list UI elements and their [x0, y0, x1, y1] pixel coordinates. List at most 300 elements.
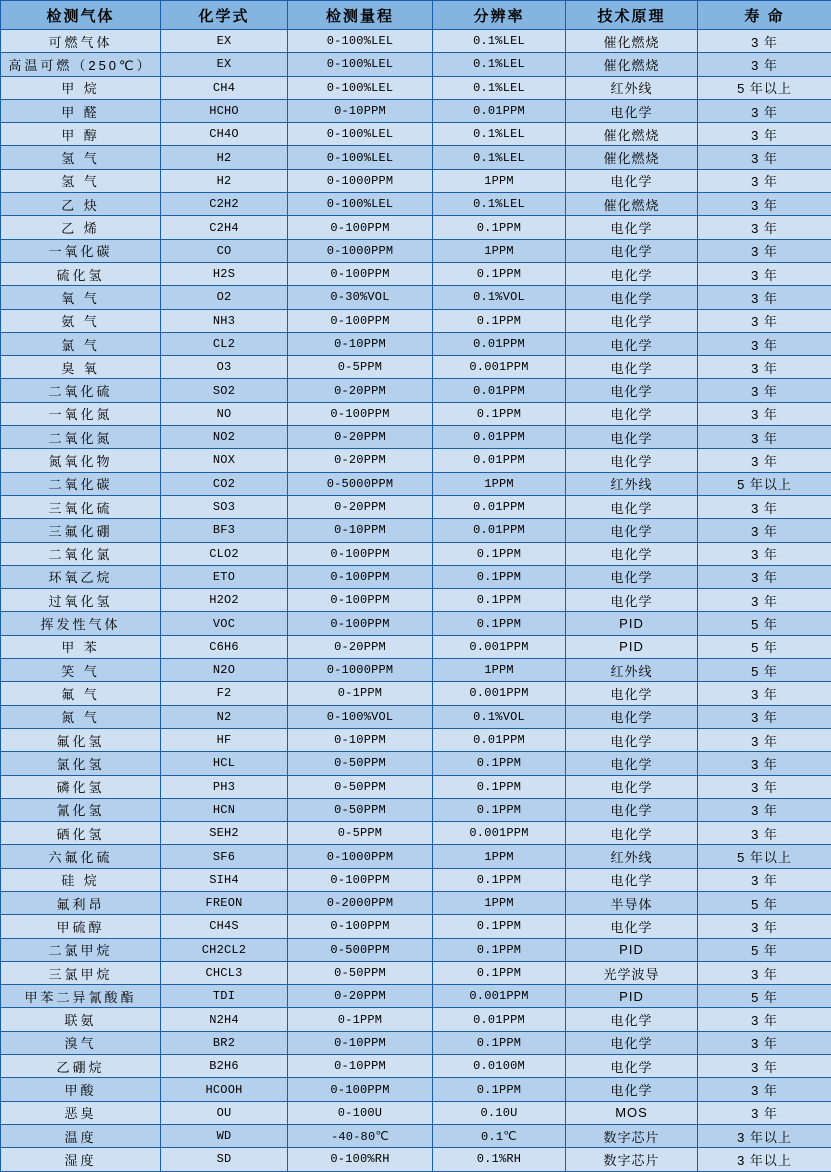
cell-technology: 数字芯片: [566, 1148, 698, 1171]
table-row: [1, 53, 831, 76]
cell-gas-name: 甲 醇: [1, 123, 161, 146]
cell-resolution: 0.1%LEL: [433, 30, 566, 53]
cell-technology: PID: [566, 938, 698, 961]
cell-gas-name: 可燃气体: [1, 30, 161, 53]
cell-lifetime: 3 年: [698, 705, 831, 728]
cell-lifetime: 3 年: [698, 1055, 831, 1078]
cell-technology: 电化学: [566, 589, 698, 612]
cell-gas-name: 氯 气: [1, 332, 161, 355]
cell-chemical-formula: F2: [161, 682, 288, 705]
cell-technology: 电化学: [566, 449, 698, 472]
cell-chemical-formula: O3: [161, 356, 288, 379]
cell-detection-range: 0-5000PPM: [288, 472, 433, 495]
cell-chemical-formula: OU: [161, 1101, 288, 1124]
cell-gas-name: 硫化氢: [1, 262, 161, 285]
cell-chemical-formula: CL2: [161, 332, 288, 355]
cell-resolution: 0.001PPM: [433, 682, 566, 705]
table-row: [1, 123, 831, 146]
cell-resolution: 0.1PPM: [433, 1078, 566, 1101]
cell-chemical-formula: FREON: [161, 891, 288, 914]
cell-chemical-formula: SD: [161, 1148, 288, 1171]
cell-technology: 数字芯片: [566, 1124, 698, 1147]
cell-resolution: 0.1PPM: [433, 775, 566, 798]
cell-technology: 电化学: [566, 379, 698, 402]
table-row: [1, 193, 831, 216]
cell-gas-name: 氢 气: [1, 169, 161, 192]
cell-resolution: 0.1PPM: [433, 612, 566, 635]
cell-lifetime: 3 年: [698, 1031, 831, 1054]
cell-chemical-formula: H2O2: [161, 589, 288, 612]
cell-gas-name: 二氧化硫: [1, 379, 161, 402]
cell-chemical-formula: N2O: [161, 659, 288, 682]
column-header-lifetime: 寿 命: [698, 1, 831, 30]
cell-lifetime: 3 年: [698, 565, 831, 588]
table-row: [1, 1078, 831, 1101]
cell-detection-range: 0-1000PPM: [288, 239, 433, 262]
cell-detection-range: 0-100%LEL: [288, 30, 433, 53]
cell-technology: 催化燃烧: [566, 146, 698, 169]
table-row: [1, 309, 831, 332]
cell-lifetime: 3 年: [698, 542, 831, 565]
cell-detection-range: 0-5PPM: [288, 822, 433, 845]
cell-resolution: 0.1PPM: [433, 915, 566, 938]
cell-lifetime: 3 年: [698, 449, 831, 472]
cell-chemical-formula: CHCL3: [161, 961, 288, 984]
cell-gas-name: 笑 气: [1, 659, 161, 682]
cell-chemical-formula: SF6: [161, 845, 288, 868]
cell-lifetime: 3 年: [698, 961, 831, 984]
cell-technology: 电化学: [566, 1031, 698, 1054]
cell-chemical-formula: ETO: [161, 565, 288, 588]
table-row: [1, 286, 831, 309]
cell-chemical-formula: BR2: [161, 1031, 288, 1054]
table-row: [1, 262, 831, 285]
cell-gas-name: 恶臭: [1, 1101, 161, 1124]
cell-technology: 电化学: [566, 728, 698, 751]
cell-lifetime: 3 年: [698, 402, 831, 425]
cell-detection-range: 0-20PPM: [288, 635, 433, 658]
cell-lifetime: 3 年: [698, 1078, 831, 1101]
cell-technology: 催化燃烧: [566, 123, 698, 146]
cell-gas-name: 挥发性气体: [1, 612, 161, 635]
cell-resolution: 0.1℃: [433, 1124, 566, 1147]
cell-gas-name: 氯化氢: [1, 752, 161, 775]
table-row: [1, 169, 831, 192]
table-row: [1, 1055, 831, 1078]
table-row: [1, 891, 831, 914]
cell-technology: 电化学: [566, 495, 698, 518]
cell-detection-range: 0-100%LEL: [288, 76, 433, 99]
cell-resolution: 1PPM: [433, 472, 566, 495]
cell-gas-name: 乙 炔: [1, 193, 161, 216]
cell-gas-name: 氟 气: [1, 682, 161, 705]
cell-chemical-formula: N2H4: [161, 1008, 288, 1031]
cell-gas-name: 一氧化氮: [1, 402, 161, 425]
cell-lifetime: 3 年: [698, 239, 831, 262]
cell-chemical-formula: SEH2: [161, 822, 288, 845]
table-row: [1, 845, 831, 868]
cell-chemical-formula: H2S: [161, 262, 288, 285]
table-row: [1, 1008, 831, 1031]
cell-technology: 电化学: [566, 286, 698, 309]
cell-detection-range: 0-10PPM: [288, 728, 433, 751]
table-body: [1, 30, 831, 1172]
cell-resolution: 0.01PPM: [433, 426, 566, 449]
cell-detection-range: 0-100PPM: [288, 309, 433, 332]
cell-gas-name: 乙硼烷: [1, 1055, 161, 1078]
cell-gas-name: 硅 烷: [1, 868, 161, 891]
cell-technology: 电化学: [566, 426, 698, 449]
cell-chemical-formula: SO3: [161, 495, 288, 518]
cell-resolution: 0.1PPM: [433, 262, 566, 285]
cell-detection-range: 0-50PPM: [288, 752, 433, 775]
cell-detection-range: 0-100%LEL: [288, 193, 433, 216]
cell-resolution: 0.1%VOL: [433, 705, 566, 728]
column-header-chemical-formula: 化学式: [161, 1, 288, 30]
cell-technology: 电化学: [566, 332, 698, 355]
cell-gas-name: 氨 气: [1, 309, 161, 332]
table-row: [1, 519, 831, 542]
cell-chemical-formula: NOX: [161, 449, 288, 472]
column-header-detection-range: 检测量程: [288, 1, 433, 30]
cell-technology: 红外线: [566, 659, 698, 682]
cell-technology: 电化学: [566, 798, 698, 821]
cell-technology: 红外线: [566, 472, 698, 495]
table-row: [1, 472, 831, 495]
cell-technology: 电化学: [566, 262, 698, 285]
cell-resolution: 1PPM: [433, 845, 566, 868]
cell-resolution: 0.01PPM: [433, 449, 566, 472]
cell-gas-name: 氟利昂: [1, 891, 161, 914]
table-row: [1, 915, 831, 938]
cell-chemical-formula: H2: [161, 169, 288, 192]
cell-gas-name: 甲 苯: [1, 635, 161, 658]
cell-resolution: 0.1%VOL: [433, 286, 566, 309]
cell-lifetime: 3 年: [698, 1008, 831, 1031]
table-row: [1, 216, 831, 239]
cell-detection-range: 0-100%VOL: [288, 705, 433, 728]
cell-technology: 催化燃烧: [566, 30, 698, 53]
cell-detection-range: 0-100PPM: [288, 565, 433, 588]
cell-gas-name: 乙 烯: [1, 216, 161, 239]
cell-resolution: 1PPM: [433, 659, 566, 682]
table-row: [1, 985, 831, 1008]
cell-detection-range: 0-10PPM: [288, 332, 433, 355]
cell-resolution: 0.1PPM: [433, 565, 566, 588]
table-row: [1, 612, 831, 635]
cell-lifetime: 3 年: [698, 798, 831, 821]
table-row: [1, 146, 831, 169]
cell-gas-name: 氢 气: [1, 146, 161, 169]
cell-technology: 电化学: [566, 752, 698, 775]
cell-chemical-formula: SIH4: [161, 868, 288, 891]
table-row: [1, 542, 831, 565]
cell-technology: 电化学: [566, 1055, 698, 1078]
table-header-row: [1, 1, 831, 30]
cell-chemical-formula: N2: [161, 705, 288, 728]
cell-technology: MOS: [566, 1101, 698, 1124]
cell-technology: 电化学: [566, 402, 698, 425]
table-row: [1, 426, 831, 449]
table-row: [1, 705, 831, 728]
cell-chemical-formula: EX: [161, 53, 288, 76]
cell-gas-name: 一氧化碳: [1, 239, 161, 262]
cell-technology: 催化燃烧: [566, 193, 698, 216]
cell-chemical-formula: B2H6: [161, 1055, 288, 1078]
table-row: [1, 99, 831, 122]
cell-resolution: 0.001PPM: [433, 985, 566, 1008]
table-row: [1, 728, 831, 751]
cell-detection-range: 0-10PPM: [288, 1031, 433, 1054]
table-row: [1, 659, 831, 682]
cell-gas-name: 三氧化硫: [1, 495, 161, 518]
cell-chemical-formula: PH3: [161, 775, 288, 798]
cell-lifetime: 3 年: [698, 169, 831, 192]
table-row: [1, 1124, 831, 1147]
cell-gas-name: 二氧化氯: [1, 542, 161, 565]
cell-technology: 电化学: [566, 239, 698, 262]
cell-technology: 红外线: [566, 76, 698, 99]
cell-chemical-formula: TDI: [161, 985, 288, 1008]
cell-resolution: 0.01PPM: [433, 519, 566, 542]
cell-resolution: 0.0100M: [433, 1055, 566, 1078]
cell-lifetime: 3 年: [698, 1101, 831, 1124]
cell-lifetime: 3 年: [698, 589, 831, 612]
cell-detection-range: 0-100%LEL: [288, 146, 433, 169]
cell-resolution: 0.001PPM: [433, 822, 566, 845]
cell-detection-range: 0-10PPM: [288, 99, 433, 122]
cell-gas-name: 二氧化碳: [1, 472, 161, 495]
cell-lifetime: 3 年: [698, 752, 831, 775]
cell-technology: PID: [566, 612, 698, 635]
cell-detection-range: 0-50PPM: [288, 798, 433, 821]
cell-chemical-formula: NO: [161, 402, 288, 425]
cell-chemical-formula: HCOOH: [161, 1078, 288, 1101]
cell-chemical-formula: O2: [161, 286, 288, 309]
cell-lifetime: 3 年: [698, 53, 831, 76]
table-row: [1, 635, 831, 658]
cell-gas-name: 氧 气: [1, 286, 161, 309]
cell-resolution: 1PPM: [433, 891, 566, 914]
cell-resolution: 0.001PPM: [433, 356, 566, 379]
table-row: [1, 798, 831, 821]
cell-lifetime: 3 年: [698, 682, 831, 705]
cell-chemical-formula: CO2: [161, 472, 288, 495]
cell-gas-name: 二氯甲烷: [1, 938, 161, 961]
cell-detection-range: 0-20PPM: [288, 379, 433, 402]
cell-lifetime: 3 年: [698, 146, 831, 169]
cell-technology: 电化学: [566, 99, 698, 122]
cell-lifetime: 3 年: [698, 193, 831, 216]
cell-gas-name: 三氟化硼: [1, 519, 161, 542]
cell-detection-range: 0-1000PPM: [288, 169, 433, 192]
cell-resolution: 0.1PPM: [433, 798, 566, 821]
cell-technology: 电化学: [566, 705, 698, 728]
table-row: [1, 402, 831, 425]
cell-detection-range: 0-100PPM: [288, 542, 433, 565]
table-row: [1, 379, 831, 402]
table-row: [1, 332, 831, 355]
cell-resolution: 0.01PPM: [433, 99, 566, 122]
cell-gas-name: 氰化氢: [1, 798, 161, 821]
cell-resolution: 0.01PPM: [433, 728, 566, 751]
cell-gas-name: 氟化氢: [1, 728, 161, 751]
cell-lifetime: 5 年以上: [698, 76, 831, 99]
column-header-resolution: 分辨率: [433, 1, 566, 30]
cell-resolution: 0.1PPM: [433, 868, 566, 891]
cell-detection-range: 0-20PPM: [288, 426, 433, 449]
cell-lifetime: 3 年以上: [698, 1148, 831, 1171]
cell-detection-range: 0-100PPM: [288, 402, 433, 425]
cell-chemical-formula: CLO2: [161, 542, 288, 565]
cell-resolution: 0.1PPM: [433, 216, 566, 239]
cell-chemical-formula: H2: [161, 146, 288, 169]
cell-lifetime: 3 年: [698, 379, 831, 402]
table-row: [1, 752, 831, 775]
cell-chemical-formula: HCN: [161, 798, 288, 821]
table-row: [1, 961, 831, 984]
cell-detection-range: 0-1PPM: [288, 682, 433, 705]
cell-chemical-formula: BF3: [161, 519, 288, 542]
cell-detection-range: 0-50PPM: [288, 775, 433, 798]
cell-detection-range: 0-50PPM: [288, 961, 433, 984]
cell-resolution: 0.1PPM: [433, 961, 566, 984]
cell-resolution: 0.1%LEL: [433, 123, 566, 146]
cell-gas-name: 甲 烷: [1, 76, 161, 99]
cell-technology: 电化学: [566, 682, 698, 705]
cell-chemical-formula: CH2CL2: [161, 938, 288, 961]
table-row: [1, 76, 831, 99]
cell-lifetime: 5 年: [698, 659, 831, 682]
cell-detection-range: 0-100PPM: [288, 589, 433, 612]
table-row: [1, 1148, 831, 1171]
cell-resolution: 0.1PPM: [433, 542, 566, 565]
cell-technology: 电化学: [566, 519, 698, 542]
cell-technology: 电化学: [566, 1078, 698, 1101]
table-row: [1, 868, 831, 891]
cell-technology: 电化学: [566, 356, 698, 379]
cell-technology: PID: [566, 635, 698, 658]
cell-detection-range: 0-100PPM: [288, 612, 433, 635]
cell-gas-name: 二氧化氮: [1, 426, 161, 449]
cell-detection-range: 0-1PPM: [288, 1008, 433, 1031]
cell-detection-range: 0-10PPM: [288, 1055, 433, 1078]
cell-gas-name: 甲酸: [1, 1078, 161, 1101]
cell-gas-name: 六氟化硫: [1, 845, 161, 868]
table-row: [1, 1031, 831, 1054]
cell-resolution: 0.1%RH: [433, 1148, 566, 1171]
table-row: [1, 565, 831, 588]
cell-chemical-formula: EX: [161, 30, 288, 53]
cell-gas-name: 硒化氢: [1, 822, 161, 845]
cell-detection-range: 0-100PPM: [288, 868, 433, 891]
table-row: [1, 30, 831, 53]
cell-detection-range: -40-80℃: [288, 1124, 433, 1147]
cell-resolution: 0.01PPM: [433, 1008, 566, 1031]
cell-chemical-formula: NO2: [161, 426, 288, 449]
cell-chemical-formula: CH4O: [161, 123, 288, 146]
cell-gas-name: 溴气: [1, 1031, 161, 1054]
cell-chemical-formula: SO2: [161, 379, 288, 402]
cell-resolution: 0.1%LEL: [433, 76, 566, 99]
cell-resolution: 0.1PPM: [433, 938, 566, 961]
cell-detection-range: 0-10PPM: [288, 519, 433, 542]
cell-technology: 光学波导: [566, 961, 698, 984]
cell-gas-name: 甲 醛: [1, 99, 161, 122]
cell-technology: 电化学: [566, 216, 698, 239]
cell-detection-range: 0-100%LEL: [288, 123, 433, 146]
cell-technology: 电化学: [566, 775, 698, 798]
cell-detection-range: 0-1000PPM: [288, 659, 433, 682]
cell-technology: 催化燃烧: [566, 53, 698, 76]
cell-chemical-formula: C2H2: [161, 193, 288, 216]
cell-technology: 电化学: [566, 169, 698, 192]
table-header: [1, 1, 831, 30]
cell-detection-range: 0-100PPM: [288, 216, 433, 239]
cell-lifetime: 3 年: [698, 286, 831, 309]
cell-lifetime: 3 年: [698, 356, 831, 379]
cell-lifetime: 3 年: [698, 99, 831, 122]
cell-detection-range: 0-2000PPM: [288, 891, 433, 914]
cell-lifetime: 3 年: [698, 216, 831, 239]
cell-lifetime: 3 年: [698, 519, 831, 542]
cell-lifetime: 3 年: [698, 309, 831, 332]
table-row: [1, 822, 831, 845]
table-row: [1, 938, 831, 961]
cell-lifetime: 5 年以上: [698, 472, 831, 495]
table-row: [1, 449, 831, 472]
cell-lifetime: 3 年: [698, 426, 831, 449]
cell-detection-range: 0-100%LEL: [288, 53, 433, 76]
cell-lifetime: 3 年: [698, 123, 831, 146]
cell-detection-range: 0-100PPM: [288, 915, 433, 938]
cell-chemical-formula: HCHO: [161, 99, 288, 122]
table-row: [1, 1101, 831, 1124]
table-row: [1, 239, 831, 262]
cell-resolution: 1PPM: [433, 169, 566, 192]
cell-chemical-formula: CH4: [161, 76, 288, 99]
cell-chemical-formula: CH4S: [161, 915, 288, 938]
cell-lifetime: 3 年以上: [698, 1124, 831, 1147]
cell-chemical-formula: WD: [161, 1124, 288, 1147]
cell-gas-name: 湿度: [1, 1148, 161, 1171]
cell-lifetime: 3 年: [698, 728, 831, 751]
cell-lifetime: 5 年: [698, 891, 831, 914]
cell-lifetime: 5 年: [698, 635, 831, 658]
cell-lifetime: 3 年: [698, 868, 831, 891]
cell-technology: 电化学: [566, 1008, 698, 1031]
cell-gas-name: 高温可燃（250℃）: [1, 53, 161, 76]
cell-technology: 红外线: [566, 845, 698, 868]
cell-resolution: 0.1PPM: [433, 309, 566, 332]
cell-gas-name: 甲硫醇: [1, 915, 161, 938]
cell-technology: 电化学: [566, 868, 698, 891]
cell-gas-name: 温度: [1, 1124, 161, 1147]
cell-technology: PID: [566, 985, 698, 1008]
cell-detection-range: 0-20PPM: [288, 985, 433, 1008]
cell-lifetime: 3 年: [698, 495, 831, 518]
cell-resolution: 0.10U: [433, 1101, 566, 1124]
cell-lifetime: 3 年: [698, 262, 831, 285]
cell-lifetime: 3 年: [698, 915, 831, 938]
cell-detection-range: 0-100PPM: [288, 1078, 433, 1101]
cell-detection-range: 0-100U: [288, 1101, 433, 1124]
cell-gas-name: 臭 氧: [1, 356, 161, 379]
column-header-gas-name: 检测气体: [1, 1, 161, 30]
cell-detection-range: 0-30%VOL: [288, 286, 433, 309]
cell-lifetime: 3 年: [698, 30, 831, 53]
cell-chemical-formula: VOC: [161, 612, 288, 635]
